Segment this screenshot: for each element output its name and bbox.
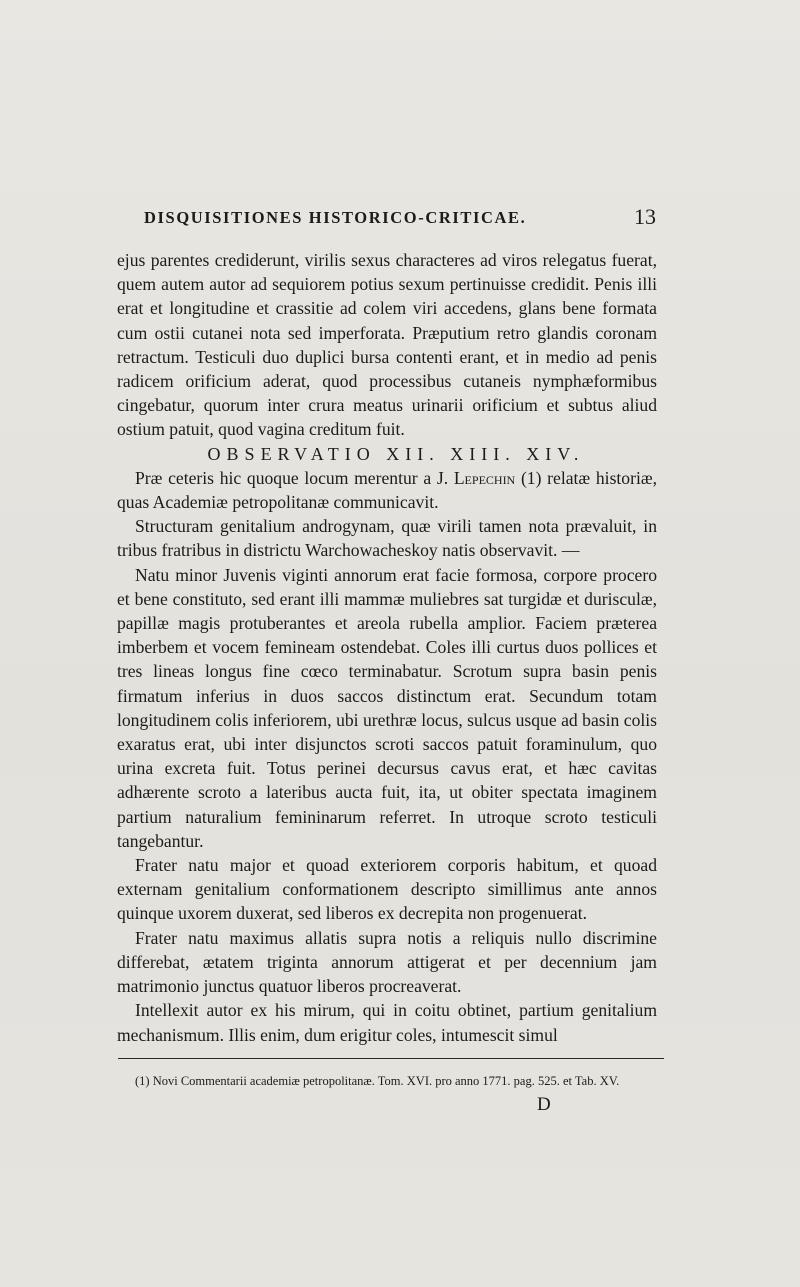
footnote-rule: [118, 1058, 664, 1059]
section-heading: OBSERVATIO XII. XIII. XIV.: [207, 443, 585, 464]
paragraph-7: Intellexit autor ex his mirum, qui in coitu obtinet, partium genitalium mechanismum. Illis enim, dum erigitur coles, intumescit simul: [117, 1000, 657, 1045]
footnote: (1) Novi Commentarii academiæ petropolitanæ. Tom. XVI. pro anno 1771. pag. 525. et Tab. XV.: [135, 1074, 620, 1088]
paragraph-3: Structuram genitalium androgynam, quæ virili tamen nota prævaluit, in tribus fratribus in districtu Warchowacheskoy natis observavit. —: [117, 516, 657, 561]
paragraph-6: Frater natu maximus allatis supra notis a reliquis nullo discrimine differebat, ætatem triginta annorum attigerat et per decennium jam matrimonio junctus quatuor liberos procreaverat.: [117, 927, 657, 997]
paragraph-2-end: (1) relatæ historiæ, quas Academiæ petropolitanæ communicavit.: [117, 467, 657, 513]
author-name: Lepechin: [453, 467, 516, 488]
paragraph-5: Frater natu major et quoad exteriorem corporis habitum, et quoad externam genitalium conformationem descripto simillimus ante annos quinque uxorem duxerat, sed liberos ex decrepita non progenuerat.: [117, 855, 657, 924]
signature-mark: D: [537, 1094, 551, 1115]
paragraph-1: ejus parentes crediderunt, virilis sexus characteres ad viros relegatus fuerat, quem autem autor ad sequiorem potius sexum pertinuisse credidit. Penis illi erat et longitudine et crassitie ad colem viri accedens, glans bene formata cum ostii cutanei nota sed imperforata. Præputium retro glandis coronam retractum. Testiculi duo duplici bursa contenti erant, et in medio ad penis radicem orificium aderat, quod processibus cutaneis nymphæformibus cingebatur, quorum inter crura meatus urinarii orificium et subtus aliud ostium patuit, quod vagina creditum fuit.: [117, 250, 657, 440]
page-number: 13: [634, 204, 656, 229]
paragraph-4: Natu minor Juvenis viginti annorum erat facie formosa, corpore procero et bene constituto, sed erant illi mammæ muliebres sat turgidæ et durisculæ, papillæ magis protuberantes et areola rubella amplior. Faciem præterea imberbem et vocem femineam ostendebat. Coles illi curtus duos pollices et tres lineas longus fine cœco terminabatur. Scrotum supra basin penis firmatum inferius in duos saccos distinctum erat. Secundum totam longitudinem colis inferiorem, ubi urethræ locus, sulcus usque ad basin colis exaratus erat, ubi inter disjunctos scroti saccos patuit foraminulum, quo urina excreta fuit. Totus perinei decursus cavus erat, et hæc cavitas adhærente scroto a lateribus aucta fuit, ita, ut obiter spectata imaginem partium naturalium femininarum referret. In utroque scroto testiculi tangebantur.: [117, 564, 657, 851]
paragraph-2: [117, 466, 657, 514]
running-head: DISQUISITIONES HISTORICO-CRITICAE.: [144, 208, 527, 227]
body-text: [117, 248, 657, 1047]
page-header: [144, 204, 656, 230]
paragraph-2-start: Præ ceteris hic quoque locum merentur a J.: [135, 467, 449, 488]
